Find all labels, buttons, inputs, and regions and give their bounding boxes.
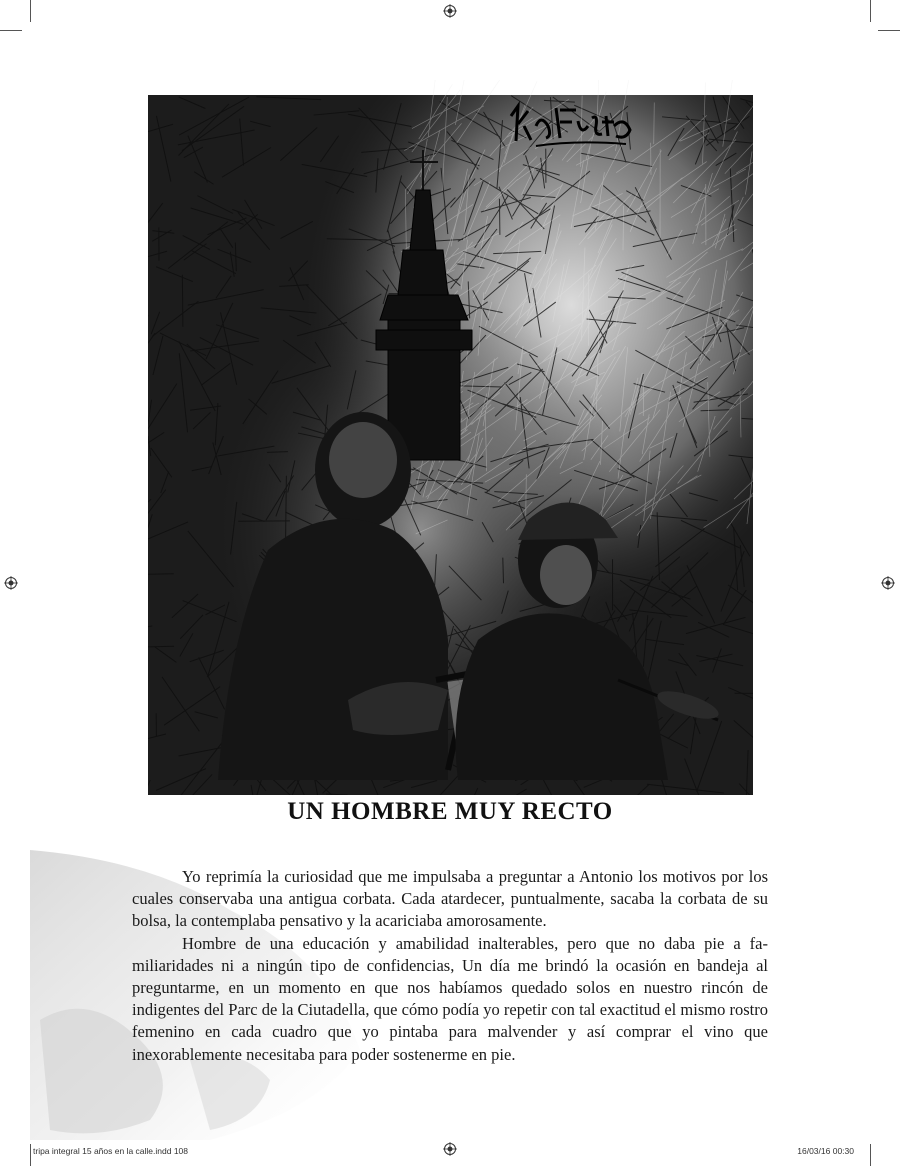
registration-mark-left bbox=[4, 576, 18, 590]
crop-mark-bottom-right bbox=[870, 1144, 871, 1166]
paragraph-1: Yo reprimía la curiosidad que me impulsaba a preguntar a Antonio los motivos por los cuales conservaba una antigua corbata. Cada atardecer, puntualmente, sacaba la corbata de su bolsa, la contemplaba pensativo y la acariciaba amorosamente. bbox=[132, 867, 768, 931]
artist-signature bbox=[506, 96, 636, 156]
paragraph-2: Hombre de una educación y amabilidad inalterables, pero que no daba pie a familiaridades ni a ningún tipo de confidencias, Un día me brindó la ocasión en bandeja al preguntarme, en un momento en que nos habíamos quedado solos en nuestro rincón de indigentes del Parc de la Ciutadella, que cómo podía yo repetir con tal exactitud el mismo rostro femenino en cada cuadro que yo pintaba para malvender y así comprar el vino que inexorablemente necesitaba para poder sostenerme en pie. bbox=[132, 933, 768, 1064]
article-body bbox=[132, 866, 768, 1066]
ink-illustration bbox=[148, 80, 753, 795]
registration-mark-top bbox=[443, 4, 457, 18]
registration-mark-right bbox=[881, 576, 895, 590]
crop-mark-bottom-left bbox=[30, 1144, 31, 1166]
print-slug-filename: tripa integral 15 años en la calle.indd 108 bbox=[33, 1146, 188, 1156]
article-title: UN HOMBRE MUY RECTO bbox=[287, 798, 613, 825]
crop-mark-top-left bbox=[30, 0, 31, 22]
hatch-stroke bbox=[503, 558, 504, 584]
registration-mark-bottom bbox=[443, 1142, 457, 1156]
crop-mark-top-right bbox=[870, 0, 871, 22]
hatch-stroke bbox=[148, 574, 174, 575]
crop-mark-top-left-h bbox=[0, 30, 22, 31]
hatch-stroke bbox=[182, 275, 183, 327]
print-slug-timestamp: 16/03/16 00:30 bbox=[797, 1146, 854, 1156]
crop-mark-top-right-h bbox=[878, 30, 900, 31]
